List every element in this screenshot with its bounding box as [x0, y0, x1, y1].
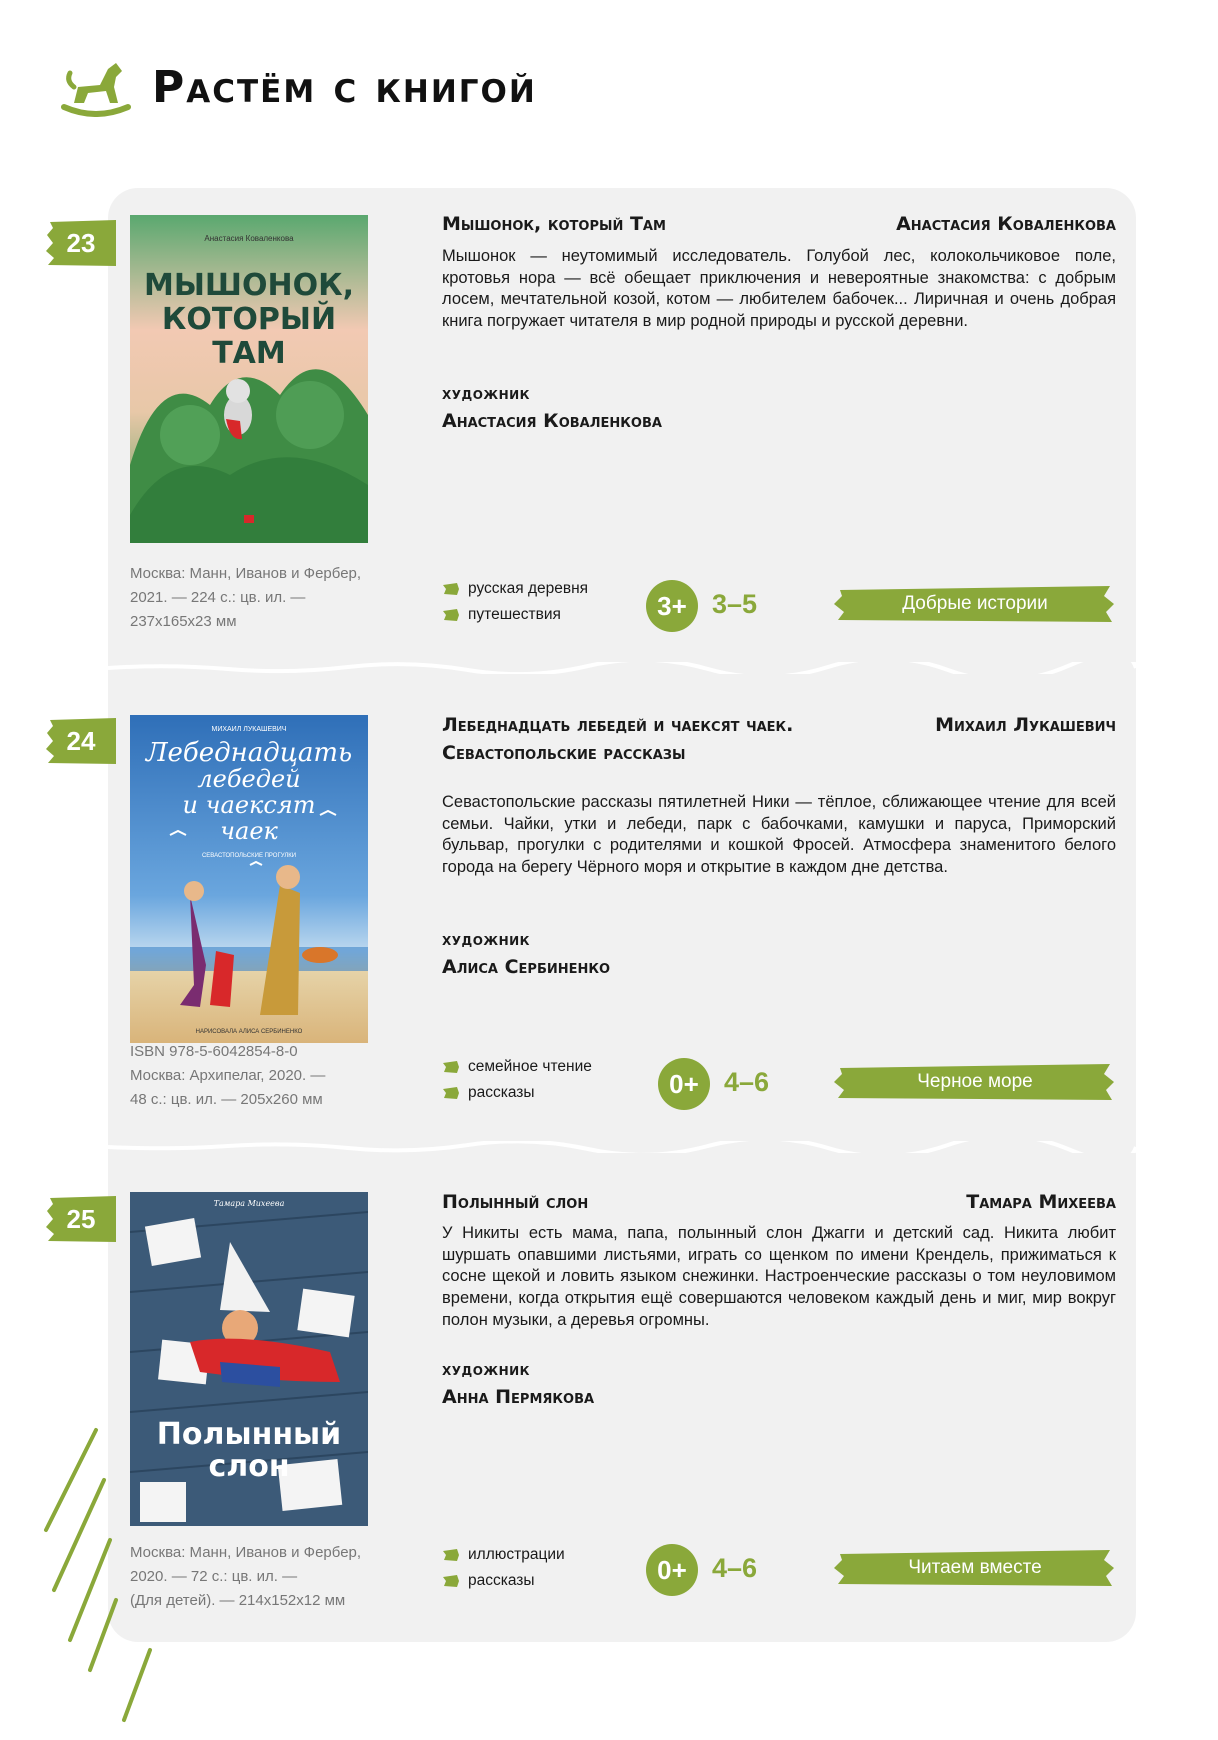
- svg-text:МИХАИЛ ЛУКАШЕВИЧ: МИХАИЛ ЛУКАШЕВИЧ: [211, 726, 287, 733]
- book-author: Тамара Михеева: [966, 1191, 1116, 1213]
- tag-icon: [442, 1060, 460, 1074]
- tag-icon: [442, 1086, 460, 1100]
- tag-icon: [442, 608, 460, 622]
- illustrator-name: Анастасия Коваленкова: [442, 410, 662, 432]
- age-rating-badge: 0+: [658, 1058, 710, 1110]
- tag-list: [442, 1542, 565, 1594]
- publication-info: Москва: Манн, Иванов и Фербер, 2020. — 72 с.: цв. ил. — (Для детей). — 214х152х12 мм: [130, 1544, 362, 1609]
- tag-icon: [442, 1574, 460, 1588]
- section-divider: [108, 662, 1136, 674]
- tag-icon: [442, 582, 460, 596]
- book-number: 23: [66, 228, 96, 258]
- tag-list: [442, 1054, 592, 1106]
- series-ribbon: [834, 584, 1116, 624]
- age-range: 4–6: [712, 1553, 758, 1583]
- book-number: 25: [66, 1204, 96, 1234]
- tag: рассказы: [468, 1084, 535, 1101]
- series-name: Добрые истории: [902, 593, 1048, 614]
- svg-text:СЕВАСТОПОЛЬСКИЕ ПРОГУЛКИ: СЕВАСТОПОЛЬСКИЕ ПРОГУЛКИ: [201, 853, 297, 859]
- book-cover: [130, 1192, 368, 1526]
- book-number: 24: [66, 726, 96, 756]
- series-ribbon: [834, 1548, 1116, 1588]
- tag: путешествия: [468, 606, 561, 623]
- book-number-tag: [46, 716, 116, 766]
- tag: рассказы: [468, 1572, 535, 1589]
- page-title: Растём с книгой: [152, 61, 537, 113]
- publication-info: Москва: Манн, Иванов и Фербер, 2021. — 224 с.: цв. ил. — 237х165х23 мм: [130, 565, 362, 630]
- book-title: Лебеднадцать лебедей и чаексят чаек. Севастопольские рассказы: [442, 714, 794, 764]
- age-rating-badge: 3+: [646, 580, 698, 632]
- age-range: 4–6: [724, 1067, 770, 1097]
- svg-text:КОТОРЫЙ: КОТОРЫЙ: [161, 302, 337, 337]
- svg-text:ТАМ: ТАМ: [212, 336, 286, 371]
- book-description: Мышонок — неутомимый исследователь. Голубой лес, колокольчиковое поле, кротовья нора — всё обещает приключения и невероятные знакомства: с добрым лосем, мечтательной козой, котом — любителем бабочек... Лиричная и очень добрая книга погружает читателя в мир родной природы и русской деревни.: [442, 247, 1116, 331]
- svg-text:Тамара Михеева: Тамара Михеева: [213, 1199, 285, 1208]
- svg-text:НАРИСОВАЛА АЛИСА СЕРБИНЕНКО: НАРИСОВАЛА АЛИСА СЕРБИНЕНКО: [195, 1029, 303, 1035]
- book-cover: [130, 715, 368, 1043]
- svg-text:Полынный: Полынный: [156, 1417, 342, 1452]
- book-number-tag: [46, 218, 116, 268]
- series-name: Читаем вместе: [908, 1557, 1042, 1578]
- rocking-horse-icon: [60, 57, 132, 117]
- publication-info: ISBN 978-5-6042854-8-0 Москва: Архипелаг, 2020. — 48 с.: цв. ил. — 205х260 мм: [130, 1043, 326, 1108]
- tag-icon: [442, 1548, 460, 1562]
- tag-list: [442, 576, 588, 628]
- series-ribbon: [834, 1062, 1116, 1102]
- svg-text:МЫШОНОК,: МЫШОНОК,: [143, 268, 355, 303]
- book-author: Михаил Лукашевич: [935, 714, 1116, 736]
- svg-text:лебедей: лебедей: [197, 765, 301, 793]
- illustrator-label: художник: [442, 384, 530, 404]
- age-rating-badge: 0+: [646, 1544, 698, 1596]
- book-title: Полынный слон: [442, 1191, 589, 1213]
- illustrator-name: Алиса Сербиненко: [442, 956, 611, 978]
- section-divider: [108, 1141, 1136, 1153]
- book-description: Севастопольские рассказы пятилетней Ники — тёплое, сближающее чтение для всей семьи. Чайки, утки и лебеди, парк с бабочками, камушки и паруса, Приморский бульвар, прогулки с родителями и кошкой Фросей. Атмосфера знаменитого белого города на берегу Чёрного моря и открытие в каждом дне детства.: [442, 793, 1116, 877]
- svg-text:и чаексят: и чаексят: [182, 791, 316, 819]
- book-title: Мышонок, который Там: [442, 213, 666, 235]
- illustrator-label: художник: [442, 930, 530, 950]
- svg-text:чаек: чаек: [220, 817, 278, 845]
- book-author: Анастасия Коваленкова: [896, 213, 1116, 235]
- decorative-strokes: [40, 1420, 160, 1730]
- illustrator-name: Анна Пермякова: [442, 1386, 595, 1408]
- tag: иллюстрации: [468, 1546, 565, 1563]
- book-cover: [130, 215, 368, 543]
- illustrator-label: художник: [442, 1360, 530, 1380]
- tag: русская деревня: [468, 580, 589, 597]
- series-name: Черное море: [917, 1071, 1033, 1092]
- book-number-tag: [46, 1194, 116, 1244]
- svg-text:Лебеднадцать: Лебеднадцать: [145, 738, 353, 768]
- age-range: 3–5: [712, 589, 758, 619]
- tag: семейное чтение: [468, 1058, 592, 1075]
- page-header: [60, 52, 537, 122]
- cover-author: Анастасия Коваленкова: [204, 234, 294, 243]
- svg-text:слон: слон: [208, 1449, 290, 1484]
- book-description: У Никиты есть мама, папа, полынный слон Джагги и детский сад. Никита любит шуршать опавшими листьями, играть со щенком по имени Крендель, прижиматься к сосне щекой и ловить языком снежинки. Настроенческие рассказы о том неуловимом времени, когда открытия ещё совершаются человеком каждый день и миг, мир вокруг полон музыки, а деревья огромны.: [442, 1224, 1116, 1329]
